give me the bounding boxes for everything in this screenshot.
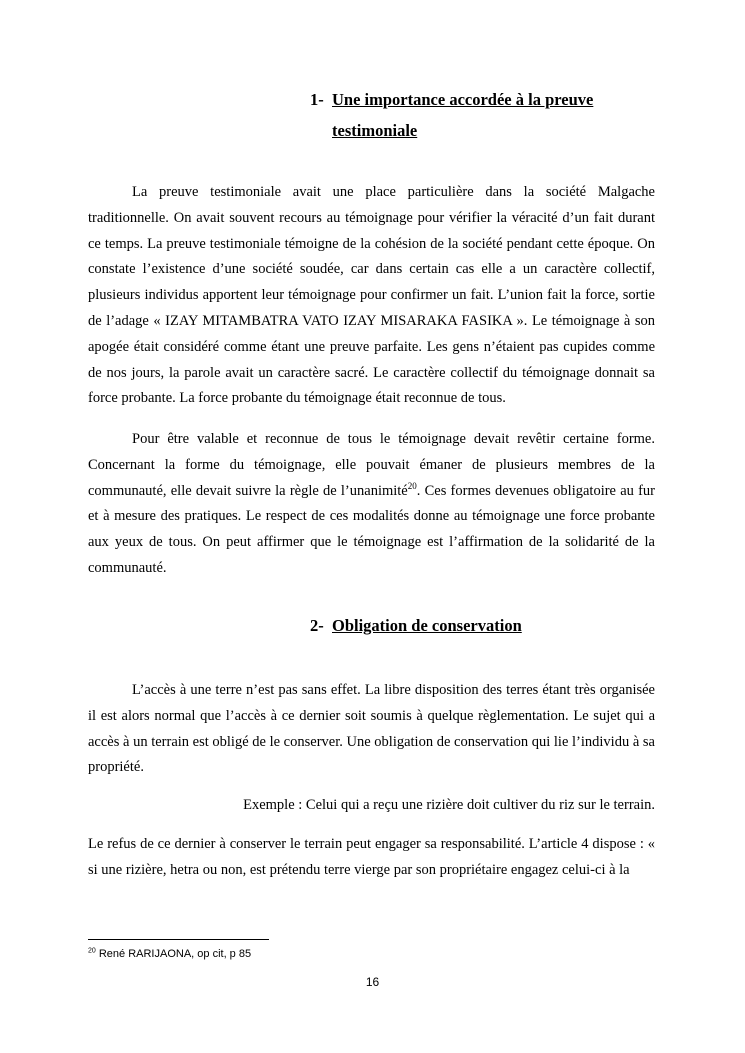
- footnote-separator: [88, 939, 269, 940]
- section-1-title: Une importance accordée à la preuve testimoniale: [332, 90, 594, 140]
- section-2-title: Obligation de conservation: [332, 616, 522, 635]
- section-1-paragraph-2-text-b: . Ces formes devenues obligatoire au fur et à mesure des pratiques. Le respect de ces modalités donne au témoignage une force probante aux yeux de tous. On peut affirmer que le témoignage est l’affirmation de la solidarité de la communauté.: [88, 482, 655, 576]
- section-2-paragraph-1: L’accès à une terre n’est pas sans effet. La libre disposition des terres étant très organisée il est alors normal que l’accès à ce dernier soit soumis à quelque règlementation. Le sujet qui a accès à un terrain est obligé de le conserver. Une obligation de conservation qui lie l’individu à sa propriété.: [88, 682, 655, 776]
- example-line: Exemple : Celui qui a reçu une rizière doit cultiver du riz sur le terrain.: [243, 797, 655, 813]
- section-1-number: 1-: [310, 90, 324, 109]
- section-1-paragraph-1: La preuve testimoniale avait une place particulière dans la société Malgache traditionnelle. On avait souvent recours au témoignage pour vérifier la véracité d’un fait durant ce temps. La preuve testimoniale témoigne de la cohésion de la société pendant cette époque. On constate l’existence d’une société soudée, car dans certain cas elle a un caractère collectif, plusieurs individus apportent leur témoignage pour confirmer un fait. L’union fait la force, sortie de l’adage « IZAY MITAMBATRA VATO IZAY MISARAKA FASIKA ». Le témoignage à son apogée était considéré comme étant une preuve parfaite. Les gens n’étaient pas cupides comme de nos jours, la parole avait un caractère sacré. Le caractère collectif du témoignage donnait sa force probante. La force probante du témoignage était reconnue de tous.: [88, 184, 655, 407]
- footnote: [88, 948, 251, 960]
- section-1-paragraph-2-text-a: Pour être valable et reconnue de tous le témoignage devait revêtir certaine forme. Concernant la forme du témoignage, elle pouvait émaner de plusieurs membres de la communauté, elle devait suivre la règle de l’unanimité: [88, 431, 655, 499]
- section-1-paragraph-2: [88, 427, 655, 582]
- footnote-reference: 20: [407, 480, 417, 491]
- footnote-text: René RARIJAONA, op cit, p 85: [95, 948, 252, 960]
- page-number: 16: [365, 975, 380, 989]
- footnote-number: 20: [88, 947, 96, 955]
- section-2-number: 2-: [310, 616, 324, 635]
- section-2-paragraph-2: Le refus de ce dernier à conserver le terrain peut engager sa responsabilité. L’article 4 dispose : « si une rizière, hetra ou non, est prétendu terre vierge par son propriétaire engagez celui-ci à la: [88, 836, 655, 878]
